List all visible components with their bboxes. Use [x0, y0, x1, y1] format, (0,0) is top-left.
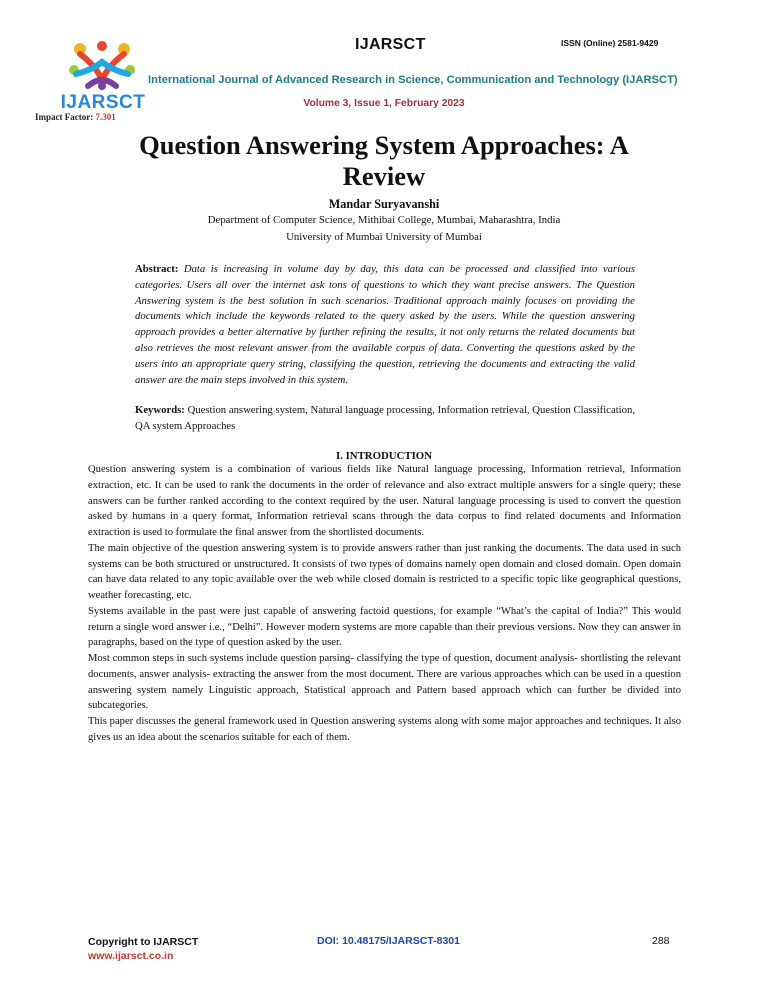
page-number: 288 — [652, 935, 670, 947]
paragraph: Question answering system is a combination of various fields like Natural language processing, Information retrieval, Information extraction, etc. It can be used to rank the documents in the order of relevance and also extract multiple answers for a single query; these answers can be further ranked according to the context required by the user. Natural language processing is used to convert the question asked by humans in a query format, Information retrieval scans through the data corpus to find related documents and Information extraction is used to formulate the final answer from the shortlisted documents. — [88, 464, 681, 538]
introduction-body — [88, 462, 681, 746]
impact-factor — [35, 112, 116, 122]
logo-text: IJARSCT — [60, 92, 146, 113]
abstract — [135, 262, 635, 388]
doi-link[interactable]: DOI: 10.48175/IJARSCT-8301 — [317, 935, 460, 947]
website-link[interactable]: www.ijarsct.co.in — [88, 950, 174, 962]
paragraph: Systems available in the past were just capable of answering factoid questions, for example “What’s the capital of India?” This would return a single word answer i.e., “Delhi”. However modern systems are more capable than their previous versions. Now they can answer in paragraphs, based on the type of question asked by the user. — [88, 605, 681, 649]
author-name: Mandar Suryavanshi — [328, 197, 440, 211]
abstract-text: Data is increasing in volume day by day, this data can be processed and classified into various categories. Users all over the internet ask tons of questions to which they want precise answers. The Question Answering system is the best solution in such scenarios. Traditional approach mainly focuses on providing the documents which include the keywords related to the query asked by the users. While the question answering approach provides a better alternative by further refining the results, it not only returns the related documents but also retrieves the most relevant answer from the available corpus of data. Converting the questions asked by the users into an appropriate query string, classifying the question, retrieving the documents and extracting the valid answer are the main steps involved in this system. — [135, 263, 635, 386]
paragraph: The main objective of the question answering system is to provide answers rather than just ranking the documents. The data used in such systems can be both structured or unstructured. It consists of two types of domains namely open domain and closed domain. Open domain can have data related to any topic available over the web while closed domain is restricted to a specific topic like geographical questions, weather forecasting, etc. — [88, 542, 681, 601]
paragraph: This paper discusses the general framework used in Question answering systems along with some major approaches and techniques. It also gives us an idea about the scenarios suitable for each of them. — [88, 716, 681, 743]
affiliation-2: University of Mumbai University of Mumbai — [286, 231, 482, 243]
paper-title-line-1: Question Answering System Approaches: A — [139, 130, 629, 160]
paper-title-line-2: Review — [342, 161, 426, 191]
issn: ISSN (Online) 2581-9429 — [561, 38, 659, 48]
paragraph: Most common steps in such systems include question parsing- classifying the type of question, document analysis- shortlisting the relevant documents, answer analysis- extracting the answer from the most document. There are various approaches which can be used in a question answering system namely Linguistic approach, Statistical approach and Pattern based approach which can further be divided into subcategories. — [88, 653, 681, 712]
section-heading: I. INTRODUCTION — [336, 450, 432, 462]
journal-full-name: International Journal of Advanced Research in Science, Communication and Technology (IJARSCT) — [148, 74, 678, 86]
abstract-label: Abstract: — [135, 263, 179, 275]
copyright-text: Copyright to IJARSCT — [88, 936, 199, 948]
impact-factor-label: Impact Factor: — [35, 112, 96, 122]
journal-short-name: IJARSCT — [355, 36, 426, 53]
volume-issue: Volume 3, Issue 1, February 2023 — [303, 98, 465, 109]
keywords — [135, 403, 635, 435]
affiliation-1: Department of Computer Science, Mithibai College, Mumbai, Maharashtra, India — [207, 214, 561, 226]
impact-factor-value: 7.301 — [95, 112, 116, 122]
keywords-text: Question answering system, Natural language processing, Information retrieval, Question Classification, QA system Approaches — [135, 404, 635, 432]
keywords-label: Keywords: — [135, 404, 185, 416]
logo-emblem-icon — [66, 40, 138, 92]
paper-title — [110, 130, 658, 192]
footer-copyright — [88, 935, 198, 963]
